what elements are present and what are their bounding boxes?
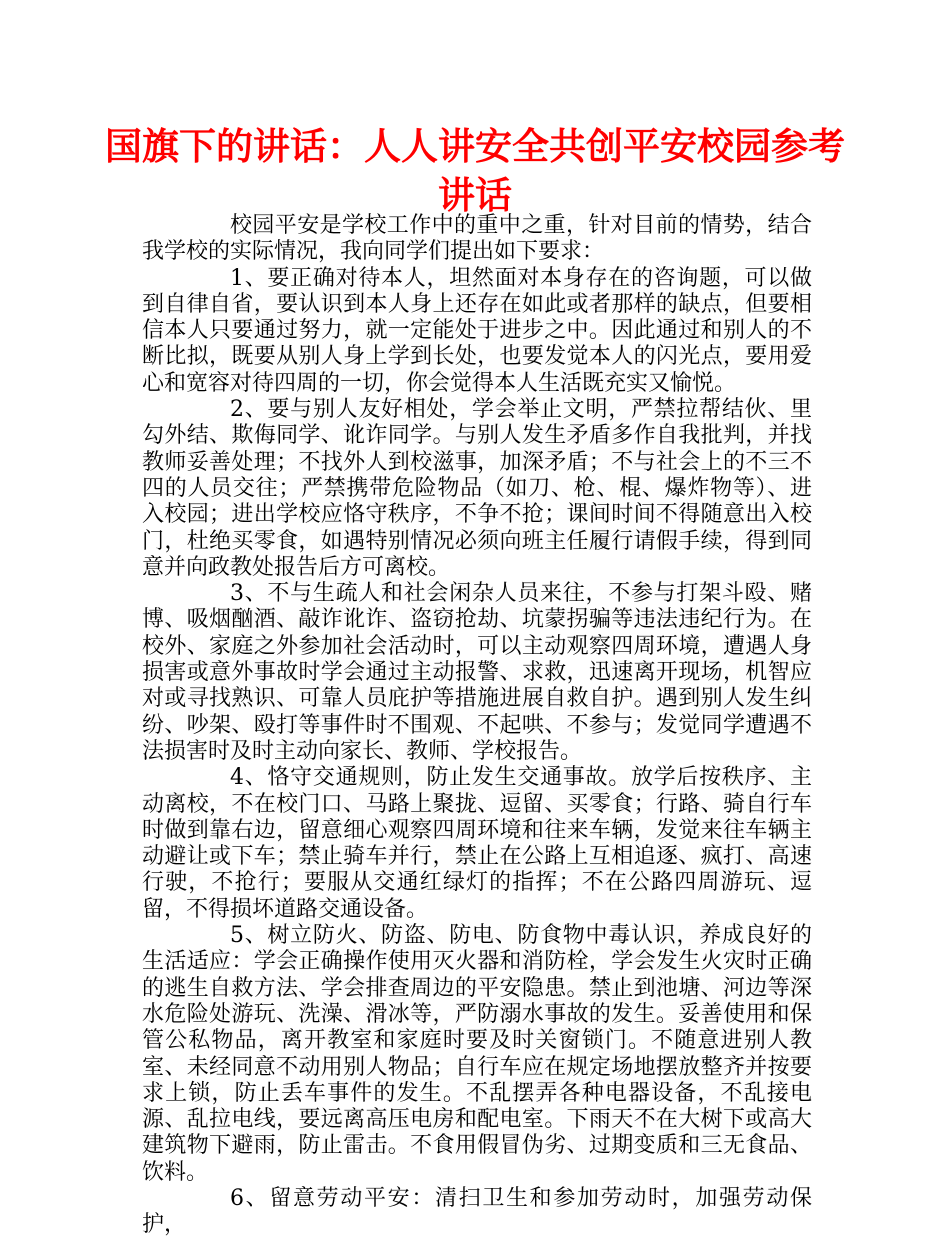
paragraph-item-3: 3、不与生疏人和社会闲杂人员来往，不参与打架斗殴、赌博、吸烟酗酒、敲诈讹诈、盗窃抢劫、坑蒙拐骗等违法违纪行为。在校外、家庭之外参加社会活动时，可以主动观察四周环境，遭遇人身损害或意外事故时学会通过主动报警、求救，迅速离开现场，机智应对或寻找熟识、可靠人员庇护等措施进展自救自护。遇到别人发生纠纷、吵架、殴打等事件时不围观、不起哄、不参与；发觉同学遭遇不法损害时及时主动向家长、教师、学校报告。 xyxy=(142,581,812,764)
paragraph-intro: 校园平安是学校工作中的重中之重，针对目前的情势，结合我学校的实际情况，我向同学们提出如下要求： xyxy=(142,213,812,265)
paragraph-item-5: 5、树立防火、防盗、防电、防食物中毒认识，养成良好的生活适应：学会正确操作使用灭火器和消防栓，学会发生火灾时正确的逃生自救方法、学会排查周边的平安隐患。禁止到池塘、河边等深水危险处游玩、洗澡、滑冰等，严防溺水事故的发生。妥善使用和保管公私物品，离开教室和家庭时要及时关窗锁门。不随意进别人教室、未经同意不动用别人物品；自行车应在规定场地摆放整齐并按要求上锁，防止丢车事件的发生。不乱摆弄各种电器设备，不乱接电源、乱拉电线，要远离高压电房和配电室。下雨天不在大树下或高大建筑物下避雨，防止雷击。不食用假冒伪劣、过期变质和三无食品、饮料。 xyxy=(142,923,812,1185)
paragraph-item-1: 1、要正确对待本人，坦然面对本身存在的咨询题，可以做到自律自省，要认识到本人身上还存在如此或者那样的缺点，但要相信本人只要通过努力，就一定能处于进步之中。因此通过和别人的不断比拟，既要从别人身上学到长处，也要发觉本人的闪光点，要用爱心和宽容对待四周的一切，你会觉得本人生活既充实又愉悦。 xyxy=(142,265,812,396)
document-title: 国旗下的讲话：人人讲安全共创平安校园参考讲话 xyxy=(105,125,845,217)
document-body xyxy=(142,213,812,1239)
paragraph-item-2: 2、要与别人友好相处，学会举止文明，严禁拉帮结伙、里勾外结、欺侮同学、讹诈同学。与别人发生矛盾多作自我批判，并找教师妥善处理；不找外人到校滋事，加深矛盾；不与社会上的不三不四的人员交往；严禁携带危险物品（如刀、枪、棍、爆炸物等）、进入校园；进出学校应恪守秩序，不争不抢；课间时间不得随意出入校门，杜绝买零食，如遇特别情况必须向班主任履行请假手续，得到同意并向政教处报告后方可离校。 xyxy=(142,397,812,580)
paragraph-item-4: 4、恪守交通规则，防止发生交通事故。放学后按秩序、主动离校，不在校门口、马路上聚拢、逗留、买零食；行路、骑自行车时做到靠右边，留意细心观察四周环境和往来车辆，发觉来往车辆主动避让或下车；禁止骑车并行，禁止在公路上互相追逐、疯打、高速行驶，不抢行；要服从交通红绿灯的指挥；不在公路四周游玩、逗留，不得损坏道路交通设备。 xyxy=(142,765,812,922)
paragraph-item-6: 6、留意劳动平安：清扫卫生和参加劳动时，加强劳动保护， xyxy=(142,1185,812,1238)
